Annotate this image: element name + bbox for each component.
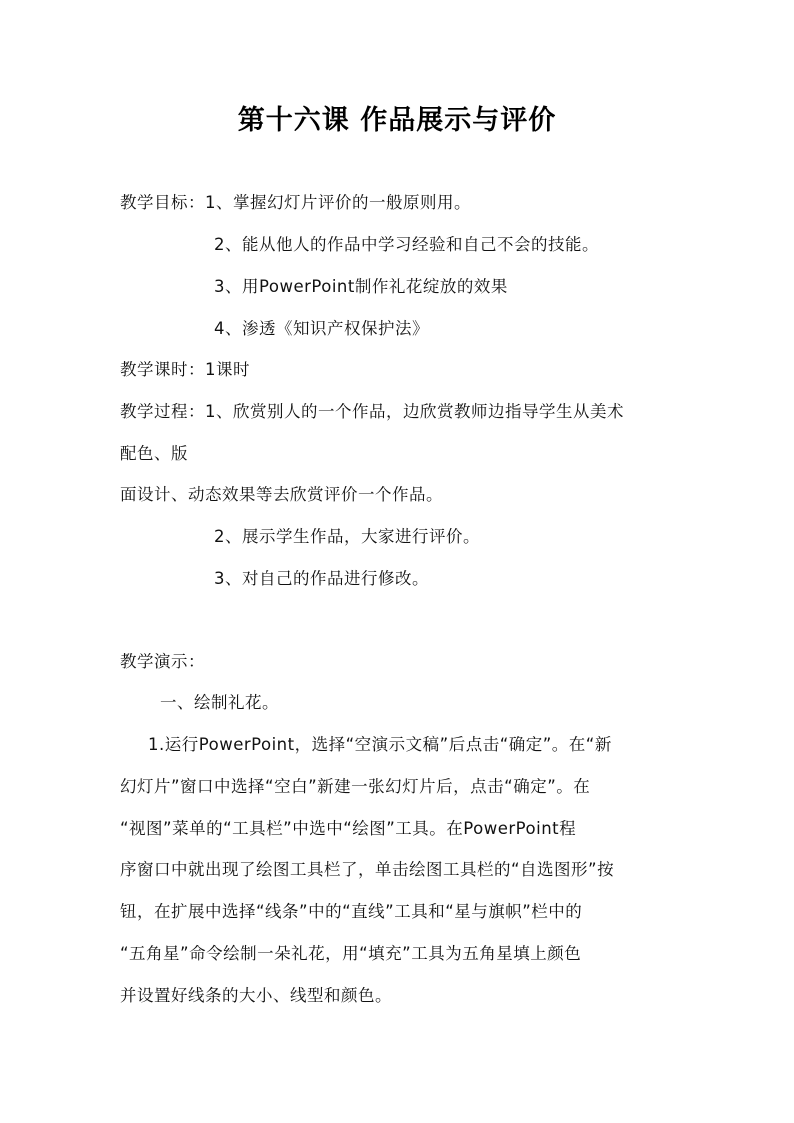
objective-item: 3、用PowerPoint制作礼花绽放的效果: [214, 277, 508, 296]
page-title: 第十六课 作品展示与评价: [237, 105, 557, 136]
paragraph-line: 1.运行PowerPoint，选择“空演示文稿”后点击“确定”。在“新: [148, 735, 612, 754]
objective-item: 1、掌握幻灯片评价的一般原则用。: [205, 193, 471, 212]
paragraph-line: “视图”菜单的“工具栏”中选中“绘图”工具。在PowerPoint程: [120, 819, 577, 838]
paragraph-line: 序窗口中就出现了绘图工具栏了，单击绘图工具栏的“自选图形”按: [120, 860, 615, 879]
paragraph-line: 并设置好线条的大小、线型和颜色。: [120, 986, 392, 1005]
objectives-label: 教学目标：: [120, 193, 205, 212]
process-line-3: 面设计、动态效果等去欣赏评价一个作品。: [120, 485, 443, 504]
process-item: 3、对自己的作品进行修改。: [214, 569, 429, 588]
objective-item: 2、能从他人的作品中学习经验和自己不会的技能。: [214, 235, 599, 254]
demo-label: 教学演示：: [120, 652, 205, 671]
objectives-line-1: [120, 192, 471, 214]
paragraph-line: 幻灯片”窗口中选择“空白”新建一张幻灯片后，点击“确定”。在: [120, 777, 591, 796]
process-line-1: 教学过程：1、欣赏别人的一个作品，边欣赏教师边指导学生从美术: [120, 402, 624, 421]
teaching-hours: 教学课时：1课时: [120, 360, 250, 379]
demo-section-heading: 一、绘制礼花。: [160, 693, 279, 712]
process-item: 2、展示学生作品，大家进行评价。: [214, 527, 480, 546]
paragraph-line: “五角星”命令绘制一朵礼花，用“填充”工具为五角星填上颜色: [120, 944, 582, 963]
objective-item: 4、渗透《知识产权保护法》: [214, 319, 429, 338]
paragraph-line: 钮，在扩展中选择“线条”中的“直线”工具和“星与旗帜”栏中的: [120, 902, 583, 921]
process-line-2: 配色、版: [120, 444, 188, 463]
